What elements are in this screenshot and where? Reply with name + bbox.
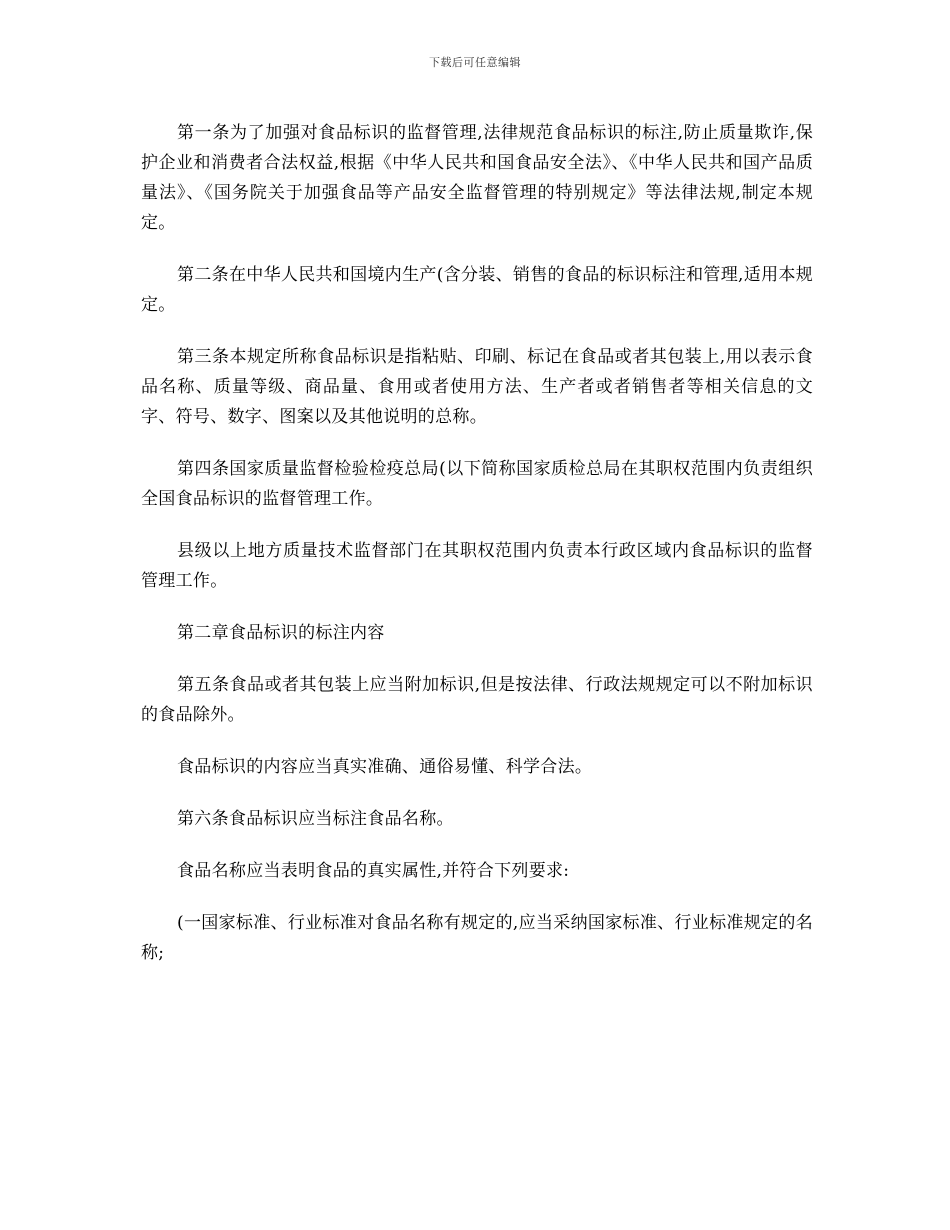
document-body	[141, 118, 813, 990]
paragraph-item-1: (一国家标准、行业标准对食品名称有规定的,应当采纳国家标准、行业标准规定的名称;	[141, 913, 813, 963]
paragraph-name-requirements: 食品名称应当表明食品的真实属性,并符合下列要求:	[177, 861, 570, 881]
paragraph-article-2: 第二条在中华人民共和国境内生产(含分装、销售的食品的标识标注和管理,适用本规定。	[141, 265, 813, 315]
chapter-heading-2: 第二章食品标识的标注内容	[177, 623, 385, 643]
paragraph-article-4: 第四条国家质量监督检验检疫总局(以下简称国家质检总局在其职权范围内负责组织全国食品标识的监督管理工作。	[141, 459, 813, 509]
paragraph-article-1: 第一条为了加强对食品标识的监督管理,法律规范食品标识的标注,防止质量欺诈,保护企业和消费者合法权益,根据《中华人民共和国食品安全法》、《中华人民共和国产品质量法》、《国务院关于加强食品等产品安全监督管理的特别规定》等法律法规,制定本规定。	[141, 123, 813, 233]
paragraph-local-supervision: 县级以上地方质量技术监督部门在其职权范围内负责本行政区域内食品标识的监督管理工作。	[141, 541, 813, 591]
paragraph-article-5: 第五条食品或者其包装上应当附加标识,但是按法律、行政法规规定可以不附加标识的食品除外。	[141, 675, 813, 725]
paragraph-article-6: 第六条食品标识应当标注食品名称。	[177, 809, 454, 829]
page-header-note: 下载后可任意编辑	[429, 56, 521, 69]
paragraph-label-content: 食品标识的内容应当真实准确、通俗易懂、科学合法。	[177, 757, 593, 777]
paragraph-article-3: 第三条本规定所称食品标识是指粘贴、印刷、标记在食品或者其包装上,用以表示食品名称、质量等级、商品量、食用或者使用方法、生产者或者销售者等相关信息的文字、符号、数字、图案以及其他说明的总称。	[141, 347, 813, 427]
